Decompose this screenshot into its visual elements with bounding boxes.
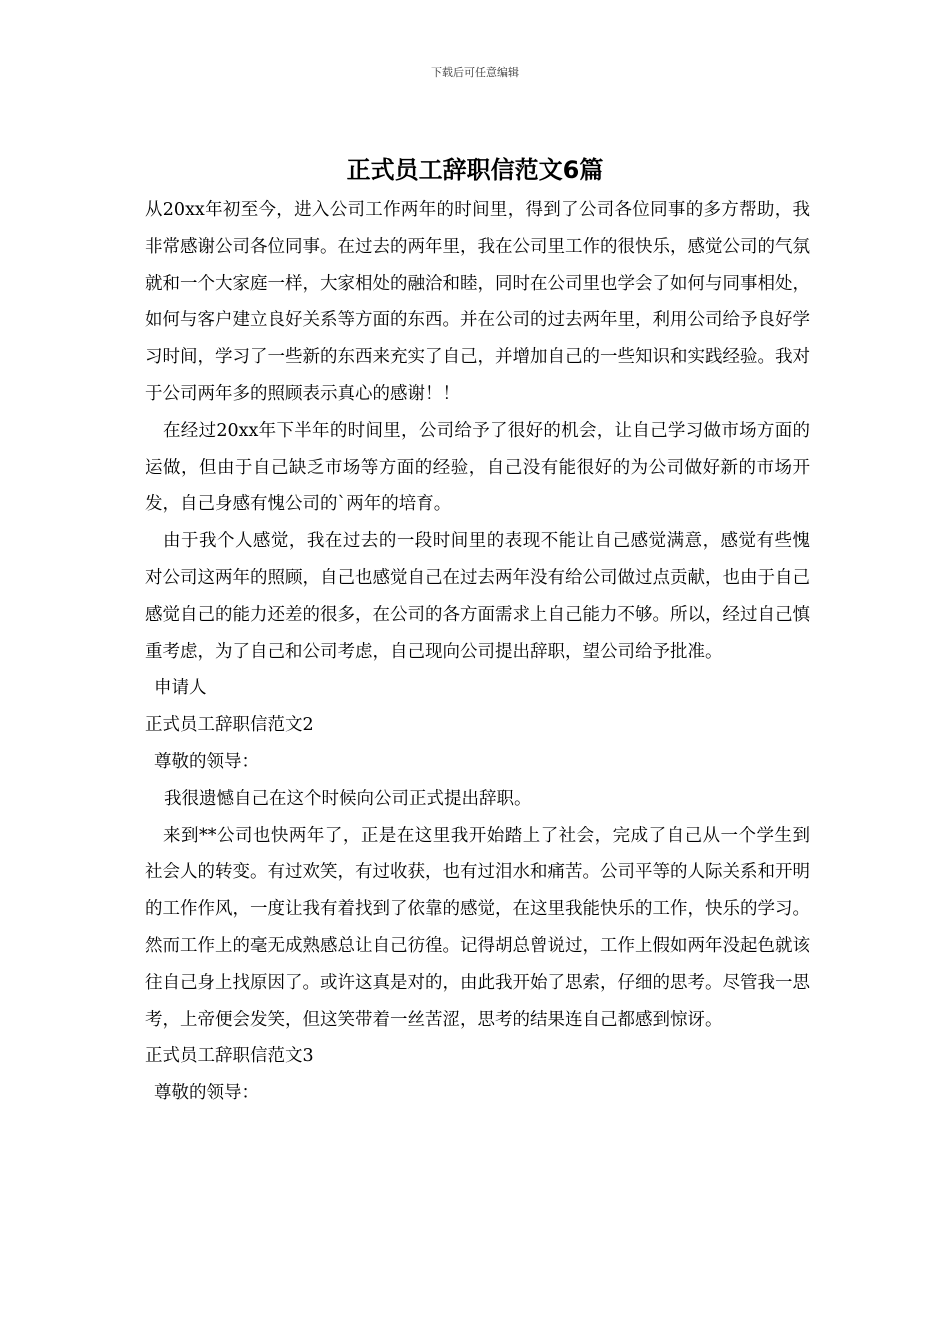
section-heading-2: 正式员工辞职信范文2	[145, 715, 314, 736]
paragraph-resignation-reason: 由于我个人感觉，我在过去的一段时间里的表现不能让自己感觉满意，感觉有些愧对公司这两年的照顾，自己也感觉自己在过去两年没有给公司做过点贡献，也由于自己感觉自己的能力还差的很多，在公司的各方面需求上自己能力不够。所以，经过自己慎重考虑，为了自己和公司考虑，自己现向公司提出辞职，望公司给予批准。	[145, 531, 810, 662]
paragraph-regret: 我很遗憾自己在这个时候向公司正式提出辞职。	[164, 788, 532, 809]
paragraph-intro: 从20xx年初至今，进入公司工作两年的时间里，得到了公司各位同事的多方帮助，我非常感谢公司各位同事。在过去的两年里，我在公司里工作的很快乐，感觉公司的气氛就和一个大家庭一样，大家相处的融洽和睦，同时在公司里也学会了如何与同事相处，如何与客户建立良好关系等方面的东西。并在公司的过去两年里，利用公司给予良好学习时间，学习了一些新的东西来充实了自己，并增加自己的一些知识和实践经验。我对于公司两年多的照顾表示真心的感谢！！	[145, 200, 810, 404]
salutation-2: 尊敬的领导：	[154, 751, 259, 772]
salutation-3: 尊敬的领导：	[154, 1083, 259, 1104]
signature-applicant: 申请人	[154, 678, 207, 699]
document-body	[145, 192, 810, 1112]
download-note: 下载后可任意编辑	[431, 66, 519, 79]
section-heading-3: 正式员工辞职信范文3	[145, 1046, 314, 1067]
document-title: 正式员工辞职信范文6篇	[346, 156, 604, 184]
paragraph-market: 在经过20xx年下半年的时间里，公司给予了很好的机会，让自己学习做市场方面的运做，但由于自己缺乏市场等方面的经验，自己没有能很好的为公司做好新的市场开发，自己身感有愧公司的`两年的培育。	[145, 420, 810, 515]
paragraph-two-years: 来到**公司也快两年了，正是在这里我开始踏上了社会，完成了自己从一个学生到社会人的转变。有过欢笑，有过收获，也有过泪水和痛苦。公司平等的人际关系和开明的工作作风，一度让我有着找到了依靠的感觉，在这里我能快乐的工作，快乐的学习。然而工作上的毫无成熟感总让自己彷徨。记得胡总曾说过，工作上假如两年没起色就该往自己身上找原因了。或许这真是对的，由此我开始了思索，仔细的思考。尽管我一思考，上帝便会发笑，但这笑带着一丝苦涩，思考的结果连自己都感到惊讶。	[145, 825, 810, 1030]
